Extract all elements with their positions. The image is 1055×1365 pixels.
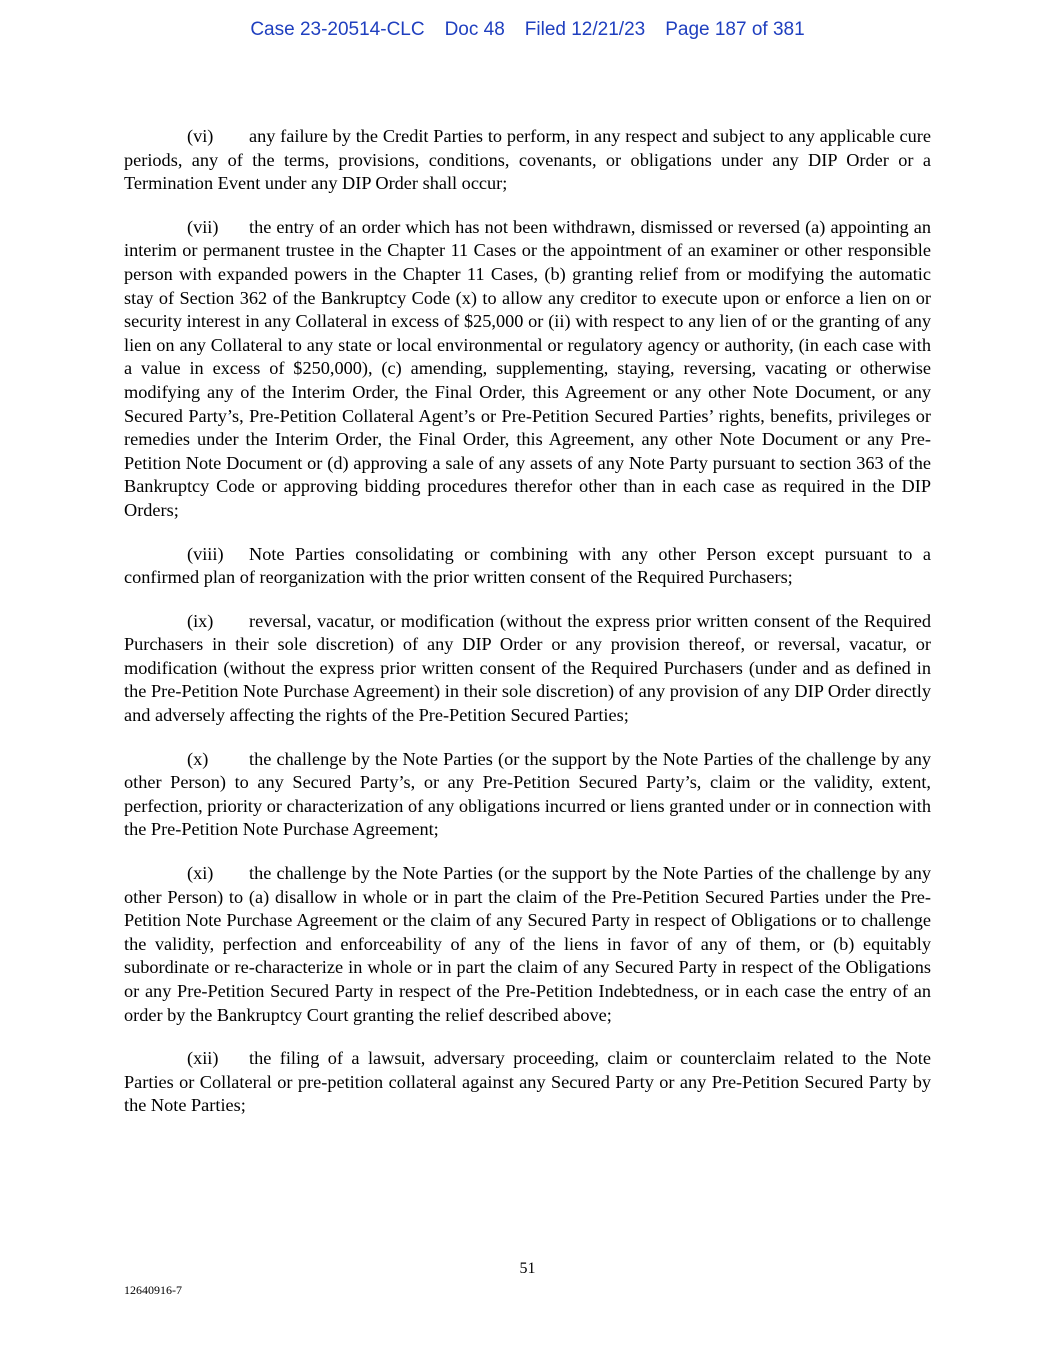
paragraph-number: (vii): [187, 216, 219, 237]
paragraph-text: reversal, vacatur, or modification (without the express prior written consent of the Required Purchasers in their sole discretion) of any DIP Order or any provision thereof, or reversal, vacatur, or modification (without the express prior written consent of the Required Purchasers (under and as defined in the Pre-Petition Note Purchase Agreement) in their sole discretion) of any provision of any DIP Order directly and adversely affecting the rights of the Pre-Petition Secured Parties;: [124, 610, 931, 726]
paragraph-text: the challenge by the Note Parties (or the support by the Note Parties of the challenge by any other Person) to any Secured Party’s, or any Pre-Petition Secured Party’s, claim or the validity, extent, perfection, priority or characterization of any obligations incurred or liens granted under or in connection with the Pre-Petition Note Purchase Agreement;: [124, 748, 931, 840]
paragraph-number: (ix): [187, 610, 214, 631]
page-of-total: Page 187 of 381: [665, 19, 805, 40]
paragraph-ix: [124, 610, 931, 728]
paragraph-text: Note Parties consolidating or combining with any other Person except pursuant to a confirmed plan of reorganization with the prior written consent of the Required Purchasers;: [124, 543, 931, 588]
case-number: Case 23-20514-CLC: [250, 19, 425, 40]
paragraph-number: (xi): [187, 863, 214, 884]
paragraph-number: (xii): [187, 1048, 219, 1069]
paragraph-text: the entry of an order which has not been withdrawn, dismissed or reversed (a) appointing an interim or permanent trustee in the Chapter 11 Cases or the appointment of an examiner or other responsible person with expanded powers in the Chapter 11 Cases, (b) granting relief from or modifying the automatic stay of Section 362 of the Bankruptcy Code (x) to allow any creditor to execute upon or enforce a lien on or security interest in any Collateral in excess of $25,000 or (ii) with respect to any lien of or the granting of any lien on any Collateral to any state or local environmental or regulatory agency or authority, (in each case with a value in excess of $250,000), (c) amending, supplementing, staying, reversing, vacating or otherwise modifying any of the Interim Order, the Final Order, this Agreement or any other Note Document, or any Secured Party’s, Pre-Petition Collateral Agent’s or Pre-Petition Secured Parties’ rights, benefits, privileges or remedies under the Interim Order, the Final Order, this Agreement, any other Note Document or any Pre-Petition Note Document or (d) approving a sale of any assets of any Note Party pursuant to section 363 of the Bankruptcy Code or approving bidding procedures therefor other than in each case as required in the DIP Orders;: [124, 216, 931, 520]
document-id: 12640916-7: [124, 1283, 182, 1297]
paragraph-vii: [124, 216, 931, 523]
paragraph-viii: [124, 543, 931, 590]
paragraph-xi: [124, 862, 931, 1027]
paragraph-xii: [124, 1047, 931, 1118]
paragraph-text: the challenge by the Note Parties (or the support by the Note Parties of the challenge by any other Person) to (a) disallow in whole or in part the claim of the Pre-Petition Secured Parties under the Pre-Petition Note Purchase Agreement or the claim of any Secured Party in respect of Obligations or to challenge the validity, perfection and enforceability of any of the liens in favor of any of them, or (b) equitably subordinate or re-characterize in whole or in part the claim of any Secured Party in respect of the Obligations or any Pre-Petition Secured Party in respect of the Pre-Petition Indebtedness, or in each case the entry of an order by the Bankruptcy Court granting the relief described above;: [124, 863, 931, 1025]
paragraph-x: [124, 748, 931, 842]
paragraph-text: any failure by the Credit Parties to perform, in any respect and subject to any applicable cure periods, any of the terms, provisions, conditions, covenants, or obligations under any DIP Order or a Termination Event under any DIP Order shall occur;: [124, 126, 931, 194]
paragraph-text: the filing of a lawsuit, adversary proceeding, claim or counterclaim related to the Note Parties or Collateral or pre-petition collateral against any Secured Party or any Pre-Petition Secured Party by the Note Parties;: [124, 1048, 931, 1116]
case-header: [0, 19, 1055, 41]
doc-number: Doc 48: [444, 19, 505, 40]
page-number: 51: [519, 1260, 536, 1277]
document-body: [124, 125, 931, 1138]
paragraph-number: (viii): [187, 543, 224, 564]
paragraph-number: (vi): [187, 126, 214, 146]
paragraph-vi: [124, 125, 931, 196]
filed-date: Filed 12/21/23: [524, 19, 646, 40]
paragraph-number: (x): [187, 748, 209, 769]
